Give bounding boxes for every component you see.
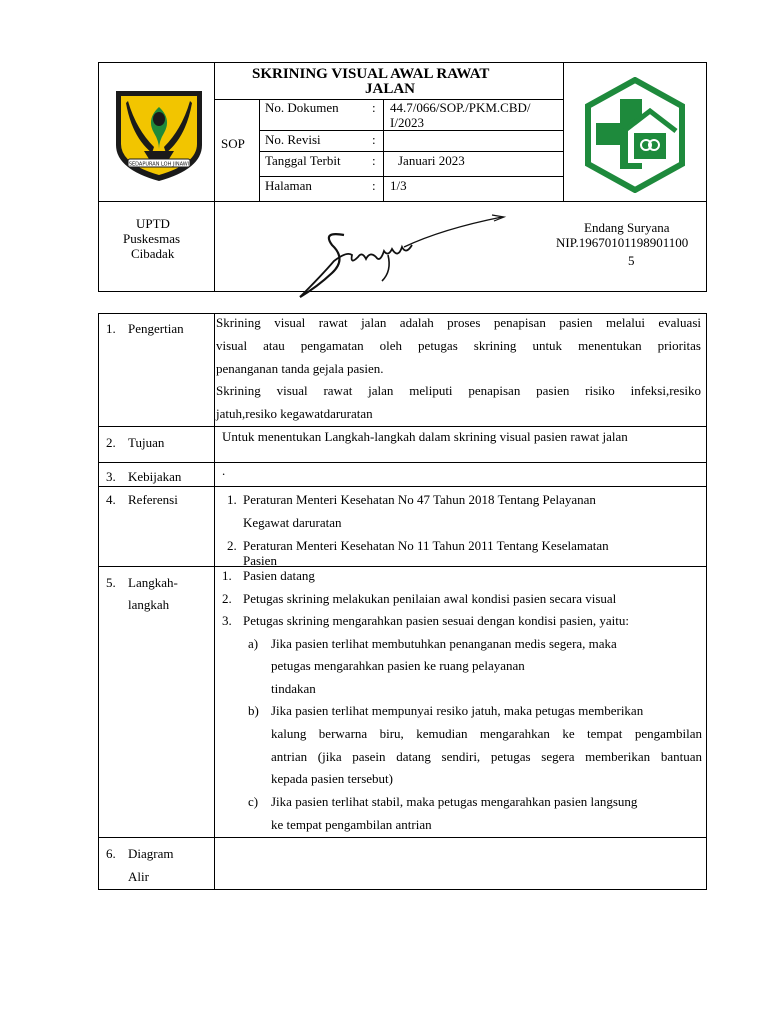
section-number: 3. — [106, 469, 116, 484]
signer-nip-line2: 5 — [628, 253, 635, 268]
section-number: 1. — [106, 321, 116, 336]
section-label-kebijakan: Kebijakan — [128, 469, 182, 484]
step-number: 3. — [222, 613, 232, 628]
substep-line: petugas mengarahkan pasien ke ruang pelayanan — [271, 658, 525, 673]
svg-text:SEDAPURAN LOH JINAWI: SEDAPURAN LOH JINAWI — [128, 161, 190, 168]
section-label-diagram: Diagram — [128, 846, 174, 861]
field-value-no-dokumen-line2: I/2023 — [390, 115, 424, 130]
signature-image — [292, 211, 507, 299]
regency-emblem-icon — [114, 89, 204, 182]
field-value-no-dokumen: 44.7/066/SOP./PKM.CBD/ — [390, 100, 531, 115]
puskesmas-logo-icon — [584, 77, 686, 193]
referensi-item-number: 2. — [227, 538, 237, 553]
referensi-item-number: 1. — [227, 492, 237, 507]
referensi-item-cont: Kegawat daruratan — [243, 515, 342, 530]
tujuan-text: Untuk menentukan Langkah-langkah dalam skrining visual pasien rawat jalan — [222, 429, 628, 444]
pengertian-line: jatuh,resiko kegawatdaruratan — [216, 406, 373, 421]
step-text: Pasien datang — [243, 568, 315, 583]
field-label-no-revisi: No. Revisi — [265, 132, 321, 147]
section-number: 6. — [106, 846, 116, 861]
referensi-item: Peraturan Menteri Kesehatan No 47 Tahun 2018 Tentang Pelayanan — [243, 492, 596, 507]
substep-letter: c) — [248, 794, 259, 809]
section-number: 5. — [106, 575, 116, 590]
substep-line: tindakan — [271, 681, 316, 696]
referensi-item: Peraturan Menteri Kesehatan No 11 Tahun 2011 Tentang Keselamatan — [243, 538, 609, 553]
field-colon: : — [372, 132, 376, 147]
field-label-no-dokumen: No. Dokumen — [265, 100, 339, 115]
referensi-item-cont: Pasien — [243, 553, 277, 568]
substep-line: kalung berwarna biru, kemudian mengarahkan ke tempat pengambilan — [271, 726, 702, 741]
document-title: SKRINING VISUAL AWAL RAWAT — [252, 66, 490, 82]
sop-label: SOP — [221, 136, 245, 151]
field-colon: : — [372, 100, 376, 115]
section-number: 2. — [106, 435, 116, 450]
substep-line: Jika pasien terlihat mempunyai resiko jatuh, maka petugas memberikan — [271, 703, 644, 718]
section-label-diagram-line2: Alir — [128, 869, 149, 884]
section-label-pengertian: Pengertian — [128, 321, 184, 336]
section-number: 4. — [106, 492, 116, 507]
substep-line: antrian (jika pasein datang sendiri, petugas segera memberikan bantuan — [271, 749, 702, 764]
substep-line: Jika pasien terlihat stabil, maka petugas mengarahkan pasien langsung — [271, 794, 638, 809]
signer-nip: NIP.19670101198901100 — [556, 235, 689, 250]
signer-name: Endang Suryana — [584, 220, 670, 235]
substep-letter: b) — [248, 703, 259, 718]
substep-line: kepada pasien tersebut) — [271, 771, 394, 786]
field-colon: : — [372, 153, 376, 168]
kebijakan-text: . — [222, 463, 226, 478]
field-value-halaman: 1/3 — [390, 178, 407, 193]
step-number: 1. — [222, 568, 232, 583]
field-value-tanggal-terbit: Januari 2023 — [398, 153, 465, 168]
substep-line: ke tempat pengambilan antrian — [271, 817, 432, 832]
org-line1: UPTD — [136, 216, 170, 231]
substep-letter: a) — [248, 636, 259, 651]
field-label-halaman: Halaman — [265, 178, 312, 193]
step-text: Petugas skrining melakukan penilaian awal kondisi pasien secara visual — [243, 591, 617, 606]
field-label-tanggal-terbit: Tanggal Terbit — [265, 153, 341, 168]
pengertian-line: Skrining visual rawat jalan meliputi penapisan pasien risiko infeksi,resiko — [216, 383, 701, 398]
pengertian-line: visual atau pengamatan oleh petugas skrining untuk menentukan prioritas — [216, 338, 701, 353]
step-number: 2. — [222, 591, 232, 606]
substep-line: Jika pasien terlihat membutuhkan penanganan medis segera, maka — [271, 636, 617, 651]
document-title-line2: JALAN — [365, 81, 416, 97]
org-line3: Cibadak — [131, 246, 175, 261]
field-colon: : — [372, 178, 376, 193]
section-label-langkah-line2: langkah — [128, 597, 170, 612]
section-label-langkah: Langkah- — [128, 575, 178, 590]
org-line2: Puskesmas — [123, 231, 181, 246]
pengertian-line: penanganan tanda gejala pasien. — [216, 361, 384, 376]
step-text: Petugas skrining mengarahkan pasien sesuai dengan kondisi pasien, yaitu: — [243, 613, 629, 628]
section-label-tujuan: Tujuan — [128, 435, 165, 450]
pengertian-line: Skrining visual rawat jalan adalah proses penapisan pasien melalui evaluasi — [216, 315, 701, 330]
section-label-referensi: Referensi — [128, 492, 178, 507]
